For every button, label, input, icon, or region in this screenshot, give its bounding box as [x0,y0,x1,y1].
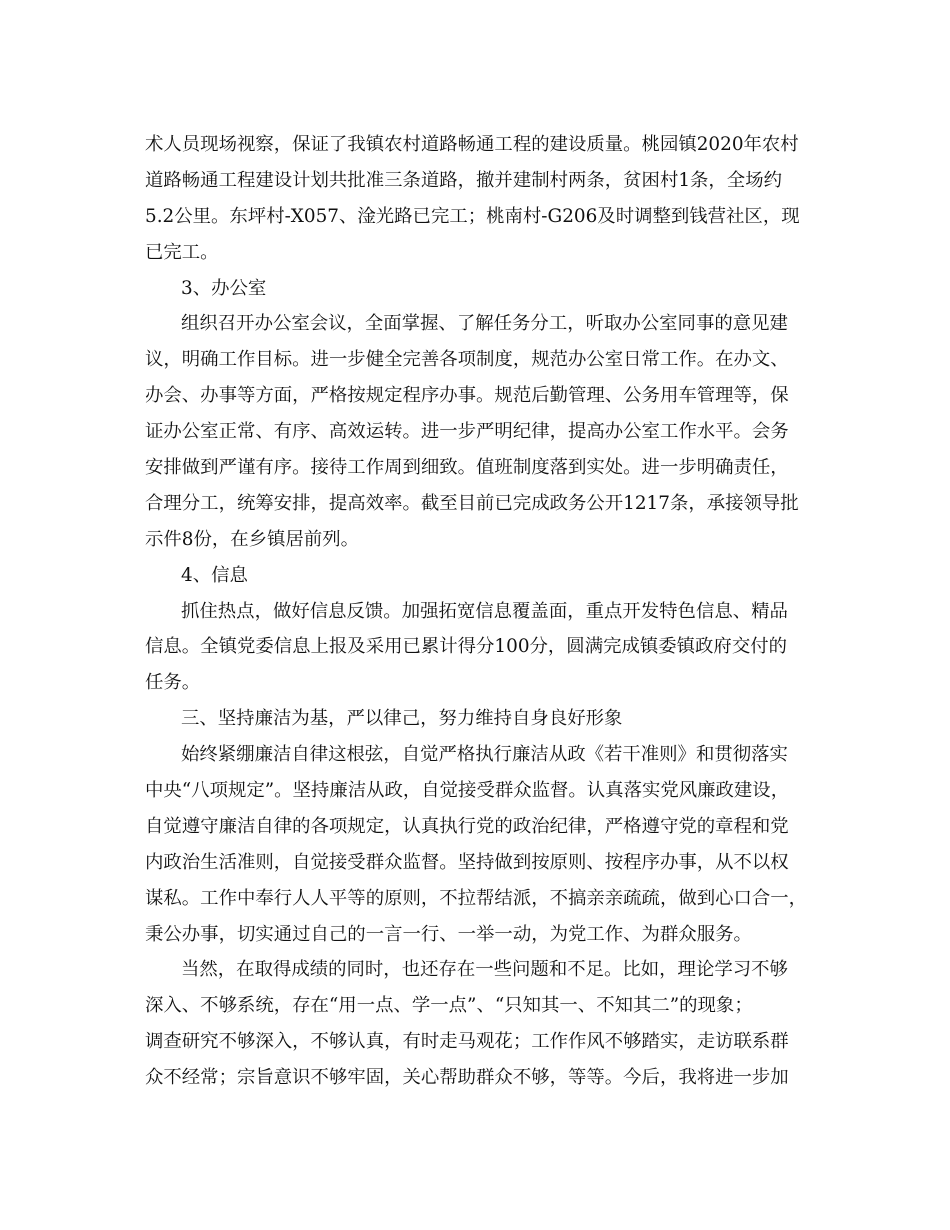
text-line: 3、办公室 [181,277,267,299]
text-line: 中央“八项规定”。坚持廉洁从政，自觉接受群众监督。认真落实党风廉政建设， [145,780,790,802]
document-body [145,127,810,1096]
text-line: 道路畅通工程建设计划共批准三条道路，撤并建制村两条，贫困村1条，全场约 [145,169,782,191]
text-line: 谋私。工作中奉行人人平等的原则，不拉帮结派，不搞亲亲疏疏，做到心口合一， [145,887,808,909]
text-line: 信息。全镇党委信息上报及采用已累计得分100分，圆满完成镇委镇政府交付的 [145,636,787,658]
text-line: 抓住热点，做好信息反馈。加强拓宽信息覆盖面，重点开发特色信息、精品 [181,600,788,622]
text-line: 术人员现场视察，保证了我镇农村道路畅通工程的建设质量。桃园镇2020年农村 [145,134,799,155]
text-line: 任务。 [145,672,201,694]
text-line: 组织召开办公室会议，全面掌握、了解任务分工，听取办公室同事的意见建 [181,313,788,335]
text-line: 已完工。 [145,241,219,263]
text-line: 当然，在取得成绩的同时，也还存在一些问题和不足。比如，理论学习不够 [181,959,788,981]
text-line: 证办公室正常、有序、高效运转。进一步严明纪律，提高办公室工作水平。会务 [145,421,789,443]
text-line: 4、信息 [181,564,248,586]
text-line: 内政治生活准则，自觉接受群众监督。坚持做到按原则、按程序办事，从不以权 [145,851,789,873]
text-line: 议，明确工作目标。进一步健全完善各项制度，规范办公室日常工作。在办文、 [145,349,789,371]
text-line: 三、坚持廉洁为基，严以律己，努力维持自身良好形象 [181,708,623,730]
text-line: 众不经常；宗旨意识不够牢固，关心帮助群众不够，等等。今后，我将进一步加 [145,1067,789,1089]
text-line: 自觉遵守廉洁自律的各项规定，认真执行党的政治纪律，严格遵守党的章程和党 [145,815,789,837]
text-line: 深入、不够系统，存在“用一点、学一点”、“只知其一、不知其二”的现象； [145,995,753,1017]
text-line: 始终紧绷廉洁自律这根弦，自觉严格执行廉洁从政《若干准则》和贯彻落实 [181,744,788,766]
text-line: 示件8份，在乡镇居前列。 [145,528,359,550]
text-line: 秉公办事，切实通过自己的一言一行、一举一动，为党工作、为群众服务。 [145,923,752,945]
text-line: 合理分工，统筹安排，提高效率。截至目前已完成政务公开1217条，承接领导批 [145,492,799,514]
text-line: 安排做到严谨有序。接待工作周到细致。值班制度落到实处。进一步明确责任， [145,457,789,479]
text-line: 办会、办事等方面，严格按规定程序办事。规范后勤管理、公务用车管理等，保 [145,385,789,407]
text-line: 5.2公里。东坪村-X057、淦光路已完工；桃南村-G206及时调整到钱营社区，现 [145,205,800,227]
text-line: 调查研究不够深入，不够认真，有时走马观花；工作作风不够踏实，走访联系群 [145,1031,789,1053]
